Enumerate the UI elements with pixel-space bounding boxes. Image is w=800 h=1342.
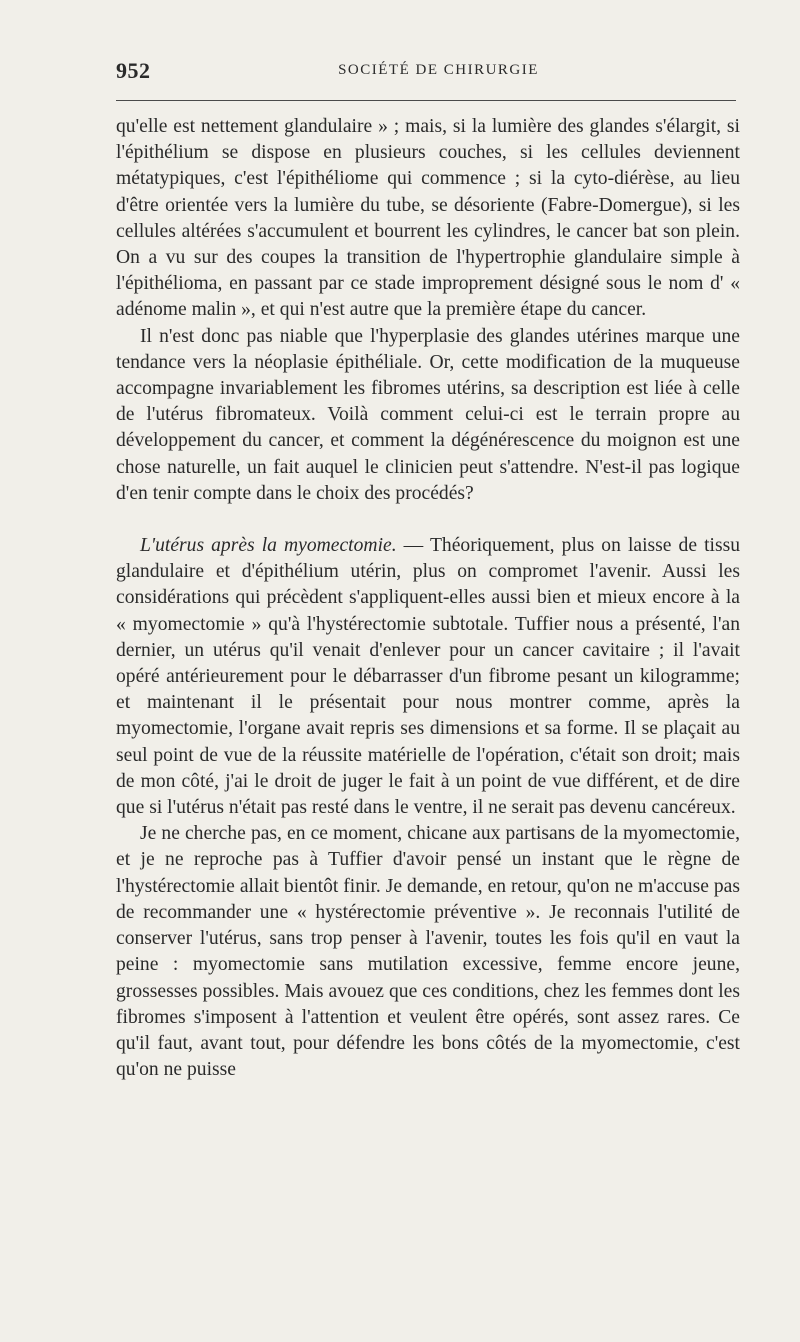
- paragraph-3-text: — Théoriquement, plus on laisse de tissu glandulaire et d'épithélium utérin, plus on compromet l'avenir. Aussi les considérations qui précèdent s'appliquent-elles aussi bien et mieux encore à la « myomectomie » qu'à l'hystérectomie subtotale. Tuffier nous a présenté, l'an dernier, un utérus qu'il venait d'enlever pour un cancer cavitaire ; il l'avait opéré antérieurement pour le débarrasser d'un fibrome pesant un kilogramme; et maintenant il le présentait pour nous montrer comme, après la myomectomie, l'organe avait repris ses dimensions et sa forme. Il se plaçait au seul point de vue de la réussite matérielle de l'opération, c'était son droit; mais de mon côté, j'ai le droit de juger le fait à un point de vue différent, et de dire que si l'utérus n'était pas resté dans le ventre, il ne serait pas devenu cancéreux.: [116, 535, 741, 819]
- header-rule: [116, 100, 736, 101]
- paragraph-3: [116, 533, 740, 821]
- section-heading: L'utérus après la myomectomie.: [140, 535, 397, 557]
- paragraph-2: Il n'est donc pas niable que l'hyperplasie des glandes utérines marque une tendance vers la néoplasie épithéliale. Or, cette modification de la muqueuse accompagne invariablement les fibromes utérins, sa description est liée à celle de l'utérus fibromateux. Voilà comment celui-ci est le terrain propre au développement du cancer, et comment la dégénérescence du moignon est une chose naturelle, un fait auquel le clinicien peut s'attendre. N'est-il pas logique d'en tenir compte dans le choix des procédés?: [116, 325, 740, 504]
- paragraph-4: Je ne cherche pas, en ce moment, chicane aux partisans de la myomectomie, et je ne reproche pas à Tuffier d'avoir pensé un instant que le règne de l'hystérectomie allait bientôt finir. Je demande, en retour, qu'on ne m'accuse pas de recommander une « hystérectomie préventive ». Je reconnais l'utilité de conserver l'utérus, sans trop penser à l'avenir, toutes les fois qu'il en vaut la peine : myomectomie sans mutilation excessive, femme encore jeune, grossesses possibles. Mais avouez que ces conditions, chez les femmes dont les fibromes s'imposent à l'attention et veulent être opérés, sont assez rares. Ce qu'il faut, avant tout, pour défendre les bons côtés de la myomectomie, c'est qu'on ne puisse: [116, 823, 740, 1081]
- paragraph-1: qu'elle est nettement glandulaire » ; mais, si la lumière des glandes s'élargit, si l'épithélium se dispose en plusieurs couches, si les cellules deviennent métatypiques, c'est l'épithéliome qui commence ; si la cyto-diérèse, au lieu d'être orientée vers la lumière du tube, se désoriente (Fabre-Domergue), si les cellules altérées s'accumulent et bourrent les cylindres, le cancer bat son plein. On a vu sur des coupes la transition de l'hypertrophie glandulaire simple à l'épithélioma, en passant par ce stade improprement désigné sous le nom d' « adénome malin », et qui n'est autre que la première étape du cancer.: [116, 116, 740, 321]
- body-text: [116, 114, 740, 1083]
- page-number: 952: [116, 58, 151, 83]
- page-header: [116, 58, 736, 88]
- running-title: SOCIÉTÉ DE CHIRURGIE: [338, 62, 539, 78]
